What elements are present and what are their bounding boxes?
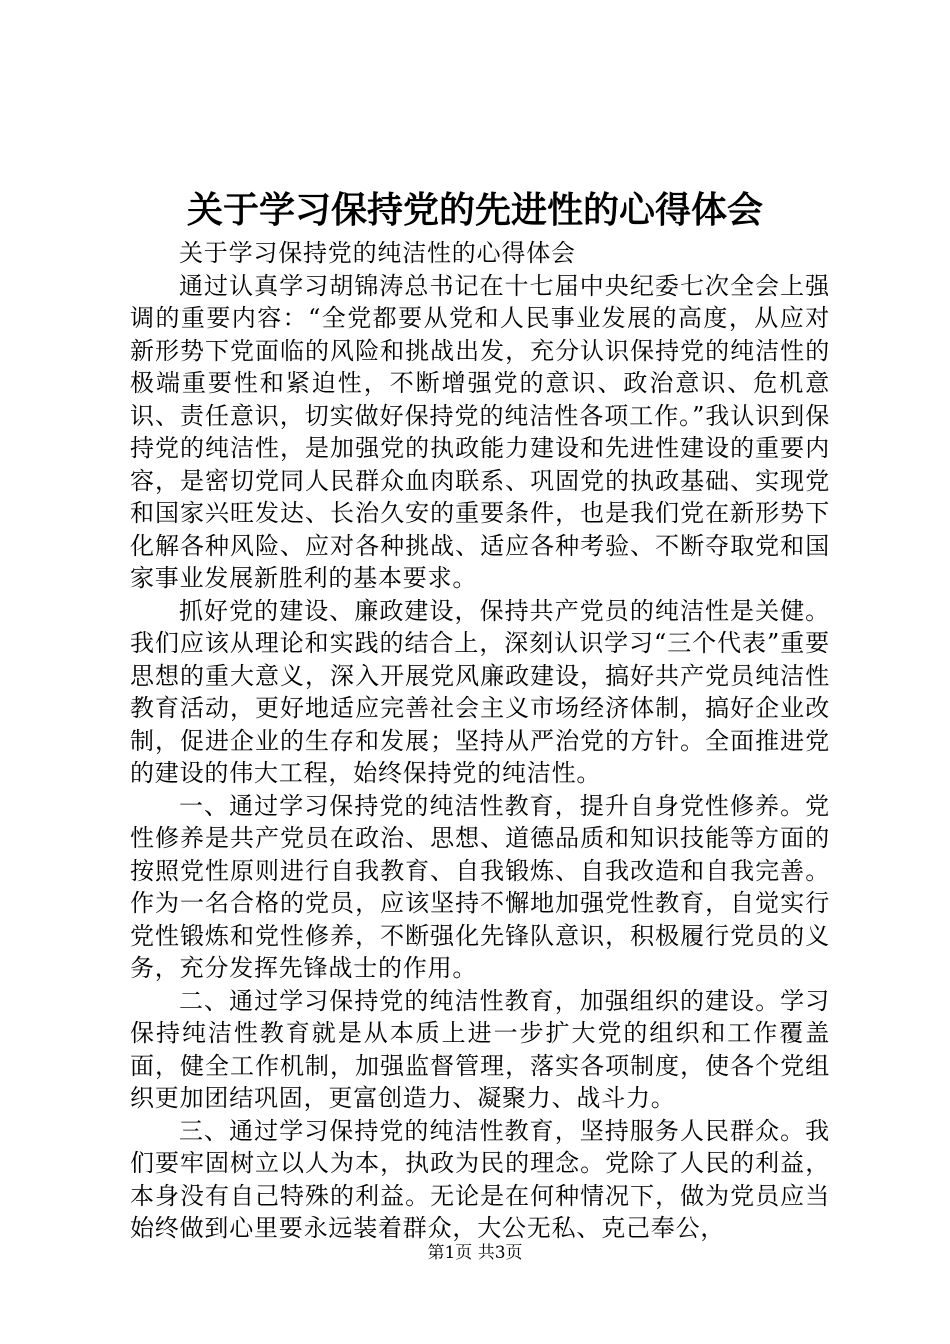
body-paragraph: 抓好党的建设、廉政建设，保持共产党员的纯洁性是关健。我们应该从理论和实践的结合上，深刻认识学习“三个代表”重要思想的重大意义，深入开展党风廉政建设，搞好共产党员纯洁性教育活动，更好地适应完善社会主义市场经济体制，搞好企业改制，促进企业的生存和发展；坚持从严治党的方针。全面推进党的建设的伟大工程，始终保持党的纯洁性。 (130, 596, 830, 787)
body-paragraph: 二、通过学习保持党的纯洁性教育，加强组织的建设。学习保持纯洁性教育就是从本质上进一步扩大党的组织和工作覆盖面，健全工作机制，加强监督管理，落实各项制度，使各个党组织更加团结巩固，更富创造力、凝聚力、战斗力。 (130, 986, 830, 1112)
body-paragraph: 一、通过学习保持党的纯洁性教育，提升自身党性修养。党性修养是共产党员在政治、思想、道德品质和知识技能等方面的按照党性原则进行自我教育、自我锻炼、自我改造和自我完善。作为一名合格的党员，应该坚持不懈地加强党性教育，自觉实行党性锻炼和党性修养，不断强化先锋队意识，积极履行党员的义务，充分发挥先锋战士的作用。 (130, 791, 830, 982)
body-paragraph: 通过认真学习胡锦涛总书记在十七届中央纪委七次全会上强调的重要内容：“全党都要从党和人民事业发展的高度，从应对新形势下党面临的风险和挑战出发，充分认识保持党的纯洁性的极端重要性和紧迫性，不断增强党的意识、政治意识、危机意识、责任意识，切实做好保持党的纯洁性各项工作。”我认识到保持党的纯洁性，是加强党的执政能力建设和先进性建设的重要内容，是密切党同人民群众血肉联系、巩固党的执政基础、实现党和国家兴旺发达、长治久安的重要条件，也是我们党在新形势下化解各种风险、应对各种挑战、适应各种考验、不断夺取党和国家事业发展新胜利的基本要求。 (130, 271, 830, 592)
document-body (130, 237, 830, 1245)
subtitle-paragraph: 关于学习保持党的纯洁性的心得体会 (179, 239, 576, 267)
page-footer: 第1页 共3页 (427, 1243, 523, 1263)
body-paragraph: 三、通过学习保持党的纯洁性教育，坚持服务人民群众。我们要牢固树立以人为本，执政为民的理念。党除了人民的利益，本身没有自己特殊的利益。无论是在何种情况下，做为党员应当始终做到心里要永远装着群众，大公无私、克己奉公， (130, 1116, 830, 1242)
document-title: 关于学习保持党的先进性的心得体会 (186, 189, 763, 231)
